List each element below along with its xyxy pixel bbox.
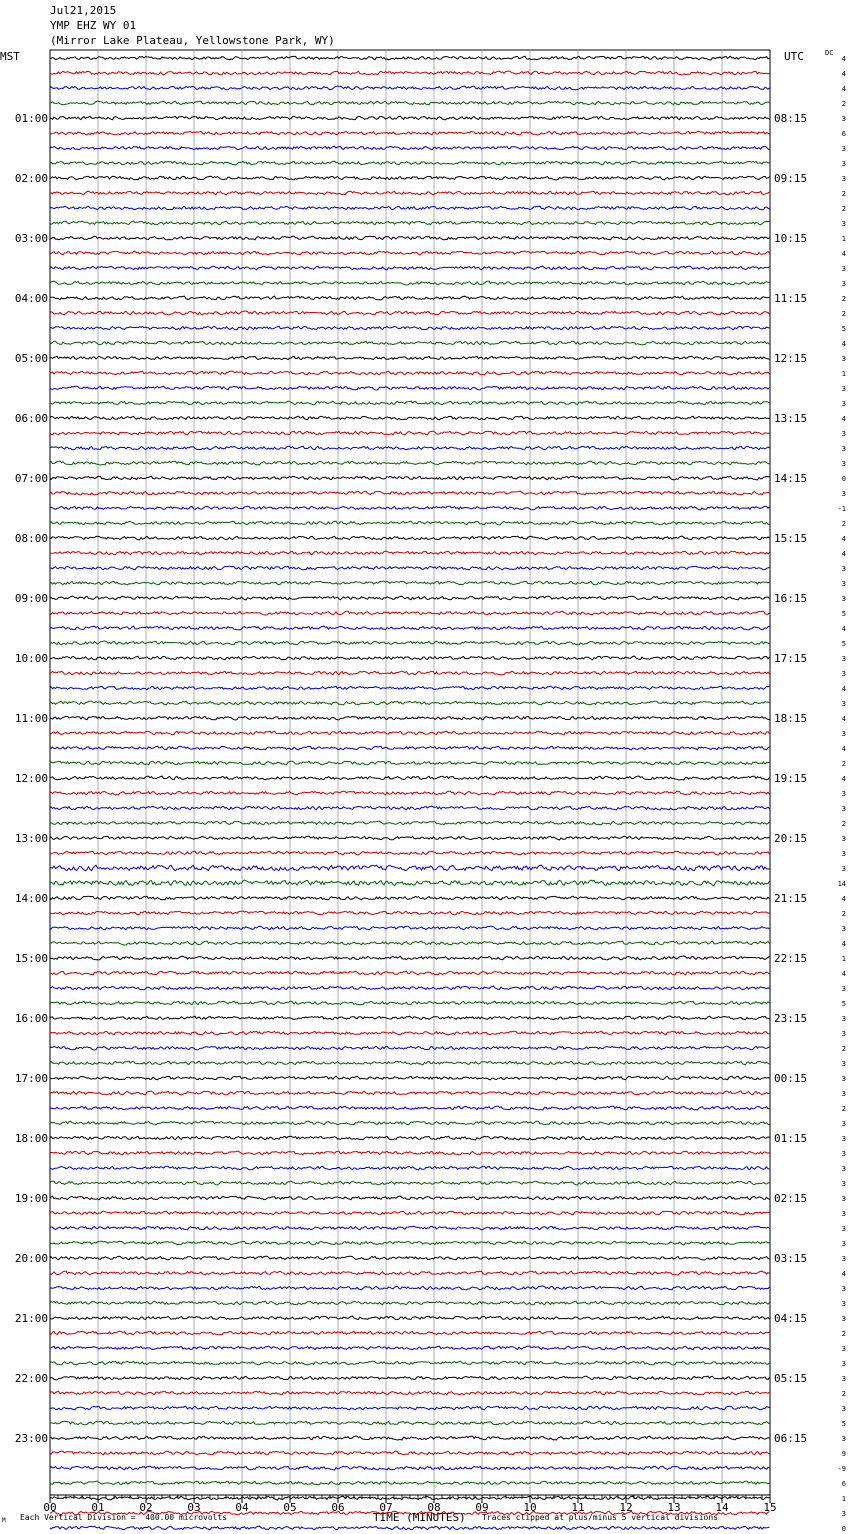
dc-offset-label: 5 (841, 325, 846, 333)
seismic-trace (50, 431, 770, 435)
seismic-trace (50, 221, 770, 225)
dc-offset-label: 6 (841, 130, 846, 138)
dc-offset-label: 3 (841, 1090, 846, 1098)
x-tick-label: 08 (427, 1501, 441, 1514)
seismic-trace (50, 1226, 770, 1230)
dc-offset-label: 2 (841, 310, 846, 318)
left-hour-label: 18:00 (14, 1132, 48, 1145)
dc-offset-label: 3 (841, 655, 846, 663)
dc-offset-label: 3 (841, 1150, 846, 1158)
seismic-trace (50, 821, 770, 825)
seismic-trace (50, 491, 770, 495)
seismic-trace (50, 1151, 770, 1155)
dc-offset-label: 0 (841, 1525, 846, 1533)
dc-offset-label: 4 (841, 415, 846, 423)
right-hour-label: 10:15 (774, 232, 808, 245)
dc-offset-label: 3 (841, 460, 846, 468)
dc-offset-label: 2 (841, 205, 846, 213)
seismic-trace (50, 926, 770, 930)
seismic-trace (50, 146, 770, 150)
seismic-trace (50, 191, 770, 195)
dc-offset-label: 3 (841, 1300, 846, 1308)
seismic-trace (50, 1016, 770, 1020)
seismic-trace (50, 281, 770, 285)
dc-offset-label: 14 (837, 880, 846, 888)
dc-offset-label: 3 (841, 1435, 846, 1443)
left-hour-label: 15:00 (14, 952, 48, 965)
left-hour-label: 13:00 (14, 832, 48, 845)
left-hour-label: 21:00 (14, 1312, 48, 1325)
seismic-trace (50, 341, 770, 345)
seismic-trace (50, 731, 770, 735)
x-tick-label: 02 (139, 1501, 153, 1514)
dc-offset-label: 2 (841, 910, 846, 918)
seismic-trace (50, 1376, 770, 1380)
left-hour-label: 08:00 (14, 532, 48, 545)
seismic-trace (50, 791, 770, 795)
seismic-trace (50, 626, 770, 630)
dc-offset-label: 3 (841, 385, 846, 393)
right-hour-label: 14:15 (774, 472, 808, 485)
dc-offset-label: 3 (841, 1360, 846, 1368)
dc-offset-label: 3 (841, 445, 846, 453)
dc-offset-label: 0 (841, 475, 846, 483)
seismic-trace (50, 716, 770, 720)
dc-offset-label: 4 (841, 625, 846, 633)
seismic-trace (50, 131, 770, 135)
dc-offset-label: 2 (841, 1390, 846, 1398)
right-hour-label: 21:15 (774, 892, 808, 905)
left-hour-label: 22:00 (14, 1372, 48, 1385)
dc-offset-label: 3 (841, 430, 846, 438)
dc-offset-label: 4 (841, 85, 846, 93)
dc-offset-label: 3 (841, 1180, 846, 1188)
location-label: (Mirror Lake Plateau, Yellowstone Park, WY) (50, 34, 335, 47)
seismic-trace (50, 1001, 770, 1005)
right-hour-label: 09:15 (774, 172, 808, 185)
seismic-trace (50, 1451, 770, 1455)
seismic-trace (50, 1031, 770, 1035)
dc-offset-label: 3 (841, 1375, 846, 1383)
left-hour-label: 02:00 (14, 172, 48, 185)
dc-offset-label: 3 (841, 1510, 846, 1518)
left-hour-label: 03:00 (14, 232, 48, 245)
left-timezone-label: MST (0, 50, 20, 63)
seismic-trace (50, 536, 770, 540)
seismic-trace (50, 356, 770, 359)
right-hour-label: 19:15 (774, 772, 808, 785)
seismic-trace (50, 1136, 770, 1140)
seismic-trace (50, 176, 770, 180)
dc-offset-label: 2 (841, 760, 846, 768)
dc-offset-label: 3 (841, 565, 846, 573)
date-label: Jul21,2015 (50, 4, 117, 17)
dc-offset-label: 3 (841, 1315, 846, 1323)
seismic-trace (50, 311, 770, 315)
dc-offset-label: 3 (841, 145, 846, 153)
seismic-trace (50, 596, 770, 600)
seismic-trace (50, 416, 770, 420)
seismic-trace (50, 1211, 770, 1215)
dc-offset-label: 3 (841, 175, 846, 183)
dc-offset-label: 3 (841, 1405, 846, 1413)
seismic-trace (50, 1196, 770, 1200)
seismic-trace (50, 746, 770, 750)
seismic-trace (50, 1391, 770, 1395)
right-timezone-label: UTC (784, 50, 804, 63)
dc-offset-label: 3 (841, 835, 846, 843)
dc-offset-label: -1 (837, 505, 846, 513)
seismic-trace (50, 686, 770, 690)
right-hour-label: 13:15 (774, 412, 808, 425)
seismic-trace (50, 1181, 770, 1185)
left-hour-label: 05:00 (14, 352, 48, 365)
left-hour-label: 04:00 (14, 292, 48, 305)
seismic-trace (50, 1301, 770, 1305)
seismic-trace (50, 1316, 770, 1320)
right-hour-label: 08:15 (774, 112, 808, 125)
dc-offset-label: 4 (841, 55, 846, 63)
dc-offset-label: 3 (841, 1030, 846, 1038)
dc-offset-label: 5 (841, 1000, 846, 1008)
right-hour-label: 02:15 (774, 1192, 808, 1205)
dc-offset-label: 1 (841, 955, 846, 963)
seismic-trace (50, 971, 770, 975)
seismic-trace (50, 956, 770, 960)
dc-offset-label: 3 (841, 160, 846, 168)
dc-offset-label: 3 (841, 595, 846, 603)
seismic-trace (50, 371, 770, 375)
seismic-trace (50, 101, 770, 105)
dc-offset-label: 3 (841, 1285, 846, 1293)
dc-offset-label: 2 (841, 1045, 846, 1053)
dc-offset-label: 4 (841, 550, 846, 558)
dc-offset-label: 4 (841, 1270, 846, 1278)
seismic-trace (50, 1436, 770, 1440)
right-hour-label: 12:15 (774, 352, 808, 365)
left-hour-label: 23:00 (14, 1432, 48, 1445)
dc-offset-label: 2 (841, 1105, 846, 1113)
seismic-trace (50, 911, 770, 915)
seismic-trace (50, 1241, 770, 1245)
seismic-trace (50, 1346, 770, 1350)
seismic-trace (50, 641, 770, 645)
dc-offset-label: 4 (841, 715, 846, 723)
seismic-trace (50, 1046, 770, 1050)
x-axis-label: TIME (MINUTES) (373, 1511, 466, 1524)
dc-offset-label: 1 (841, 1495, 846, 1503)
seismic-trace (50, 161, 770, 165)
dc-offset-label: 1 (841, 235, 846, 243)
right-hour-label: 15:15 (774, 532, 808, 545)
seismic-trace (50, 1406, 770, 1410)
right-hour-label: 20:15 (774, 832, 808, 845)
seismic-trace (50, 896, 770, 900)
seismic-trace (50, 1121, 770, 1125)
seismic-trace (50, 836, 770, 840)
dc-offset-label: 3 (841, 730, 846, 738)
right-hour-label: 11:15 (774, 292, 808, 305)
dc-offset-label: 3 (841, 670, 846, 678)
dc-offset-label: 3 (841, 1135, 846, 1143)
right-hour-label: 22:15 (774, 952, 808, 965)
x-tick-label: 12 (619, 1501, 633, 1514)
seismic-trace (50, 476, 770, 480)
seismic-trace (50, 1166, 770, 1170)
seismic-trace (50, 251, 770, 255)
dc-offset-label: 6 (841, 1480, 846, 1488)
seismic-trace (50, 701, 770, 705)
seismic-trace (50, 1331, 770, 1335)
left-hour-label: 16:00 (14, 1012, 48, 1025)
seismic-trace (50, 1421, 770, 1425)
seismic-trace (50, 865, 770, 871)
seismic-trace (50, 776, 770, 780)
left-hour-label: 11:00 (14, 712, 48, 725)
scale-note: Each Vertical Division = 400.00 microvolts (20, 1513, 228, 1522)
right-hour-label: 06:15 (774, 1432, 808, 1445)
right-hour-label: 01:15 (774, 1132, 808, 1145)
dc-offset-label: 4 (841, 775, 846, 783)
left-hour-label: 07:00 (14, 472, 48, 485)
dc-offset-label: 2 (841, 1330, 846, 1338)
dc-offset-label: 3 (841, 265, 846, 273)
dc-offset-label: 3 (841, 1255, 846, 1263)
seismic-trace (50, 1526, 770, 1530)
dc-offset-label: 3 (841, 1075, 846, 1083)
right-hour-label: 05:15 (774, 1372, 808, 1385)
x-tick-label: 14 (715, 1501, 729, 1514)
dc-offset-label: 3 (841, 985, 846, 993)
dc-offset-label: 3 (841, 280, 846, 288)
left-hour-label: 19:00 (14, 1192, 48, 1205)
seismic-trace (50, 71, 770, 75)
x-tick-label: 10 (523, 1501, 537, 1514)
dc-offset-label: 3 (841, 400, 846, 408)
seismic-trace (50, 611, 770, 615)
x-tick-label: 13 (667, 1501, 681, 1514)
seismic-trace (50, 56, 770, 60)
seismic-trace (50, 86, 770, 90)
right-hour-label: 18:15 (774, 712, 808, 725)
dc-offset-label: 4 (841, 250, 846, 258)
seismic-trace (50, 761, 770, 765)
seismic-trace (50, 446, 770, 450)
seismic-trace (50, 941, 770, 945)
x-tick-label: 15 (763, 1501, 777, 1514)
seismic-trace (50, 551, 770, 555)
dc-offset-label: 3 (841, 490, 846, 498)
seismic-trace (50, 1466, 770, 1470)
seismic-trace (50, 851, 770, 855)
x-tick-label: 09 (475, 1501, 489, 1514)
dc-offset-label: 3 (841, 925, 846, 933)
seismic-trace (50, 521, 770, 525)
left-hour-label: 20:00 (14, 1252, 48, 1265)
dc-offset-label: 3 (841, 1120, 846, 1128)
dc-offset-label: 3 (841, 1225, 846, 1233)
seismic-trace (50, 671, 770, 675)
seismic-trace (50, 1106, 770, 1110)
dc-offset-label: 3 (841, 580, 846, 588)
left-hour-label: 09:00 (14, 592, 48, 605)
seismic-trace (50, 116, 770, 120)
right-hour-label: 23:15 (774, 1012, 808, 1025)
dc-offset-label: 2 (841, 190, 846, 198)
dc-offset-label: 2 (841, 520, 846, 528)
dc-label: DC (825, 49, 834, 57)
dc-offset-label: 4 (841, 685, 846, 693)
dc-offset-label: 4 (841, 535, 846, 543)
seismic-trace (50, 1256, 770, 1260)
dc-offset-label: 3 (841, 790, 846, 798)
dc-offset-label: 5 (841, 1420, 846, 1428)
corner-mark: M (2, 1517, 6, 1524)
seismic-trace (50, 461, 770, 465)
right-hour-label: 00:15 (774, 1072, 808, 1085)
seismic-trace (50, 326, 770, 330)
dc-offset-label: 3 (841, 1345, 846, 1353)
dc-offset-label: 4 (841, 895, 846, 903)
left-hour-label: 14:00 (14, 892, 48, 905)
x-tick-label: 04 (235, 1501, 249, 1514)
seismic-trace (50, 266, 770, 270)
x-tick-label: 11 (571, 1501, 585, 1514)
x-tick-label: 07 (379, 1501, 393, 1514)
seismic-trace (50, 401, 770, 405)
seismic-trace (50, 386, 770, 390)
seismic-trace (50, 1061, 770, 1065)
dc-offset-label: 3 (841, 355, 846, 363)
dc-offset-label: 1 (841, 370, 846, 378)
dc-offset-label: 3 (841, 865, 846, 873)
dc-offset-label: 3 (841, 1015, 846, 1023)
seismic-trace (50, 1091, 770, 1095)
left-hour-label: 01:00 (14, 112, 48, 125)
left-hour-label: 10:00 (14, 652, 48, 665)
seismic-trace (50, 1271, 770, 1275)
dc-offset-label: 3 (841, 1195, 846, 1203)
dc-offset-label: 4 (841, 70, 846, 78)
left-hour-label: 12:00 (14, 772, 48, 785)
dc-offset-label: 2 (841, 295, 846, 303)
seismic-trace (50, 566, 770, 570)
dc-offset-label: 2 (841, 820, 846, 828)
left-hour-label: 06:00 (14, 412, 48, 425)
station-label: YMP EHZ WY 01 (50, 19, 137, 32)
seismic-trace (50, 581, 770, 585)
dc-offset-label: 4 (841, 745, 846, 753)
seismic-trace (50, 296, 770, 300)
dc-offset-label: 3 (841, 115, 846, 123)
dc-offset-label: -9 (837, 1465, 846, 1473)
seismic-trace (50, 1481, 770, 1485)
seismic-trace (50, 806, 770, 810)
dc-offset-label: 4 (841, 970, 846, 978)
dc-offset-label: 5 (841, 640, 846, 648)
dc-offset-label: 3 (841, 1210, 846, 1218)
dc-offset-label: 4 (841, 940, 846, 948)
x-tick-label: 06 (331, 1501, 345, 1514)
seismic-trace (50, 206, 770, 210)
seismic-trace (50, 880, 770, 886)
dc-offset-label: 2 (841, 100, 846, 108)
seismic-trace (50, 506, 770, 510)
seismic-trace (50, 986, 770, 990)
dc-offset-label: 3 (841, 1165, 846, 1173)
dc-offset-label: 3 (841, 700, 846, 708)
dc-offset-label: 3 (841, 1240, 846, 1248)
left-hour-label: 17:00 (14, 1072, 48, 1085)
dc-offset-label: 3 (841, 1060, 846, 1068)
seismic-trace (50, 1286, 770, 1290)
dc-offset-label: 9 (841, 1450, 846, 1458)
x-tick-label: 01 (91, 1501, 105, 1514)
seismic-trace (50, 236, 770, 240)
x-tick-label: 03 (187, 1501, 201, 1514)
seismic-trace (50, 1076, 770, 1080)
right-hour-label: 16:15 (774, 592, 808, 605)
right-hour-label: 03:15 (774, 1252, 808, 1265)
seismic-trace (50, 1361, 770, 1365)
dc-offset-label: 3 (841, 850, 846, 858)
dc-offset-label: 3 (841, 805, 846, 813)
x-tick-label: 05 (283, 1501, 297, 1514)
dc-offset-label: 3 (841, 220, 846, 228)
dc-offset-label: 4 (841, 340, 846, 348)
right-hour-label: 17:15 (774, 652, 808, 665)
clip-note: Traces clipped at plus/minus 5 vertical divisions (482, 1513, 719, 1522)
dc-offset-label: 5 (841, 610, 846, 618)
seismic-trace (50, 656, 770, 660)
x-tick-label: 00 (43, 1501, 57, 1514)
right-hour-label: 04:15 (774, 1312, 808, 1325)
